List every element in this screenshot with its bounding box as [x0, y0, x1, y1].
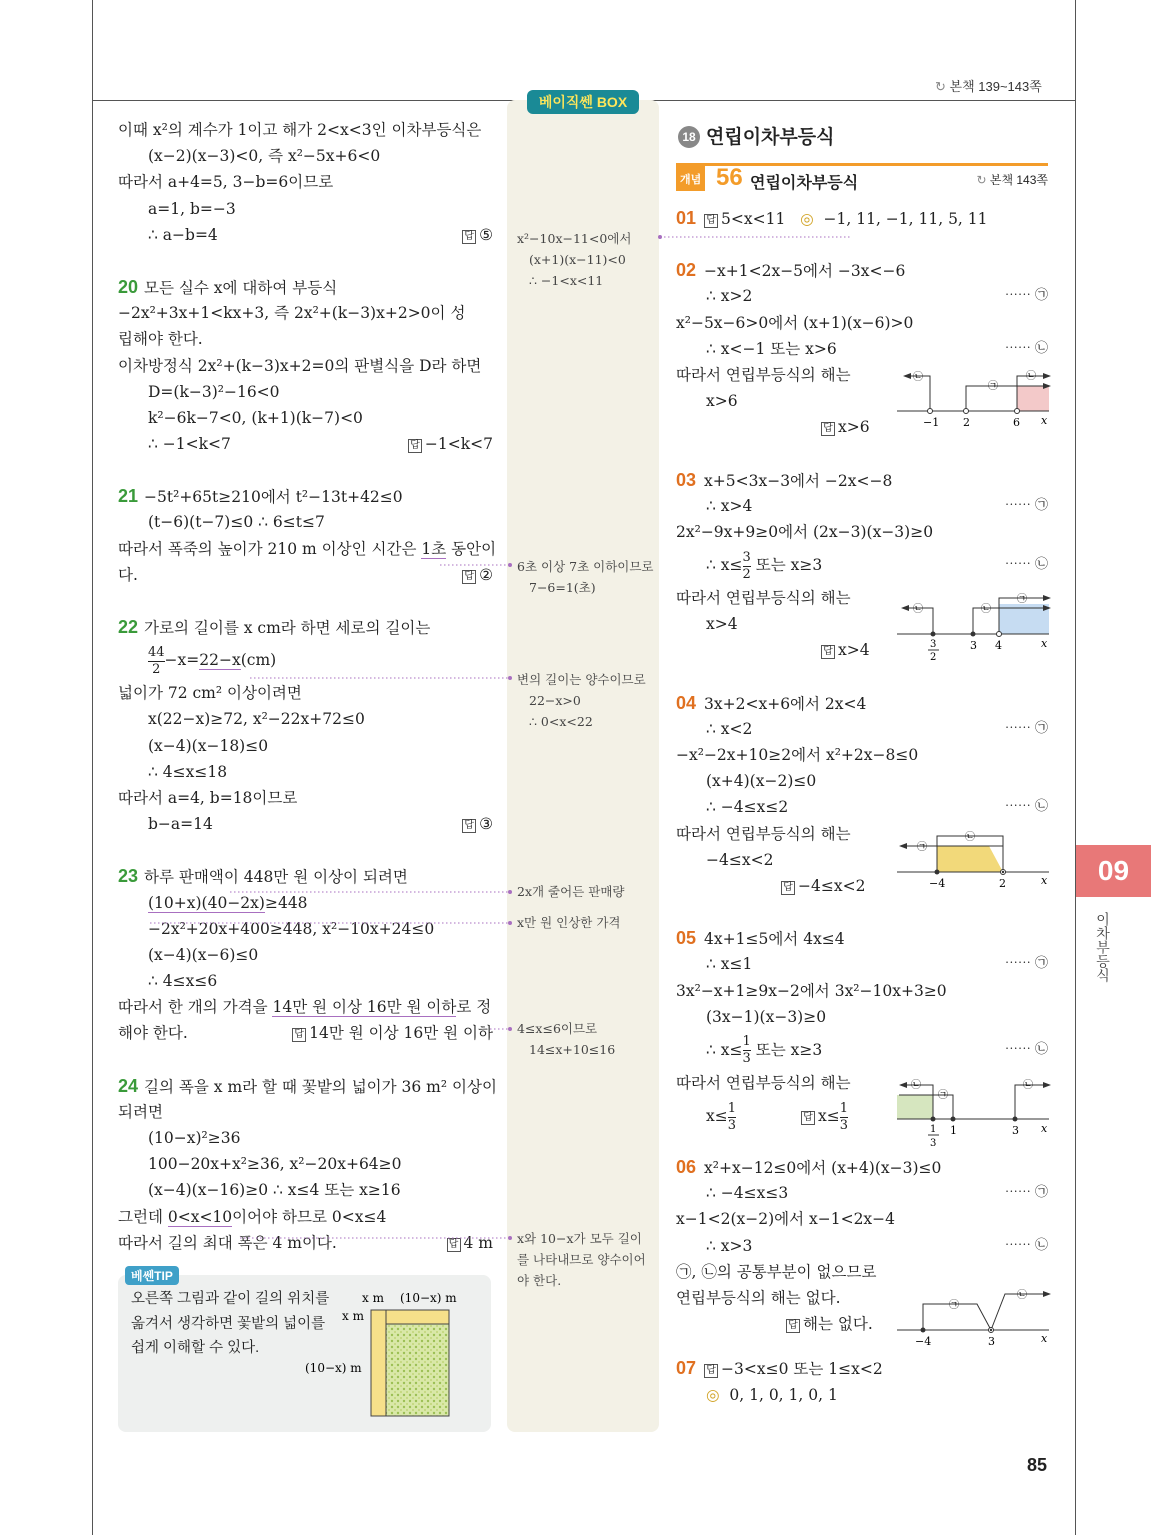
text-line: −2x²+3x+1<kx+3, 즉 2x²+(k−3)x+2>0이 성 — [118, 304, 466, 323]
svg-text:3: 3 — [930, 1138, 937, 1149]
text-line: D=(k−3)²−16<0 — [148, 382, 280, 401]
answer-mark: 답 — [408, 439, 422, 453]
svg-text:x: x — [1041, 1332, 1048, 1345]
problem-20: 20 모든 실수 x에 대하여 부등식 — [118, 276, 338, 297]
note-24: x와 10−x가 모두 길이 를 나타내므로 양수이어 야 한다. — [517, 1231, 646, 1288]
note-23a: 2x개 줄어든 판매량 — [517, 884, 625, 899]
svg-text:㉡: ㉡ — [1023, 1080, 1033, 1091]
text-line: 이차방정식 2x²+(k−3)x+2=0의 판별식을 D라 하면 — [118, 356, 482, 375]
answer-line: b−a=14 답 ③ — [148, 815, 493, 834]
problem-03: 03 x+5<3x−3에서 −2x<−8 — [676, 469, 893, 490]
text-line: 립해야 한다. — [118, 330, 203, 349]
problem-22: 22 가로의 길이를 x cm라 하면 세로의 길이는 — [118, 617, 431, 637]
svg-text:1: 1 — [950, 1124, 957, 1137]
answer-mark: 답 — [462, 819, 476, 833]
svg-text:㉠: ㉠ — [938, 1090, 948, 1101]
svg-text:3: 3 — [1012, 1124, 1019, 1137]
chapter-title: 이차부등식 — [1095, 912, 1111, 982]
answer-line: 다. 답 ② — [118, 565, 493, 584]
svg-text:x: x — [1041, 1122, 1048, 1135]
target-icon: ◎ — [800, 210, 814, 228]
problem-23: 23 하루 판매액이 448만 원 이상이 되려면 — [118, 866, 408, 887]
tip-text: 오른쪽 그림과 같이 길의 위치를 옮겨서 생각하면 꽃밭의 넓이를 쉽게 이해할 수 있다. — [131, 1291, 330, 1356]
concept-header — [676, 163, 1048, 194]
right-column: 01 답 5<x<11 ◎ −1, 11, −1, 11, 5, 11 02 −x+1<2x−5에서 −3x<−6 ∴ x>2 ⋯⋯ ㉠ x²−5x−6>0에서 (x+1)(x−6)>0 ∴ x<−1 또는 x>6 ⋯⋯ ㉡ 따라서 연립부등식의 해는 x>6 답 x>6 03 x+5<3x−3에서 −2x<−8 ∴ x>4 ⋯⋯ ㉠ 2x²−9x+9≥0에서 (2x−3)(x−3)≥0 ∴ x≤ $\frac{3}{2}$ 또는 x≥3 ⋯⋯ ㉡ 따라서 연립부등식의 해는 x>4 답 x>4 04 3x+2<x+6에서 2x<4 ∴ x<2 ⋯⋯ ㉠ −x²−2x+10≥2에서 x²+2x−8≤0 (x+4)(x−2)≤0 ∴ −4≤x≤2 ⋯⋯ ㉡ 따라서 연립부등식의 해는 −4≤x<2 답 −4≤x<2 05 4x+1≤5에서 4x≤4 ∴ x≤1 ⋯⋯ ㉠ 3x²−x+1≥9x−2에서 3x²−10x+3≥0 (3x−1)(x−3)≥0 ∴ x≤ $\frac{1}{3}$ 또는 x≥3 ⋯⋯ ㉡ 따라서 연립부등식의 해는 x≤ $\frac{1}{3}$ 답 x≤ $\frac{1}{3}$ 06 x²+x−12≤0에서 (x+4)(x−3)≤0 ∴ −4≤x≤3 ⋯⋯ ㉠ x−1<2(x−2)에서 x−1<2x−4 ∴ x>3 ⋯⋯ ㉡ ㉠, ㉡의 공통부분이 없으므로 연립부등식의 해는 없다. 답 해는 없다. 07 답 −3<x≤0 또는 1≤x<2 ◎ 0, 1, 0, 1, 0, 1 — [676, 205, 1048, 1408]
text-line: x(22−x)≥72, x²−22x+72≤0 — [148, 710, 365, 729]
svg-text:2: 2 — [930, 652, 937, 663]
svg-text:㉡: ㉡ — [1026, 371, 1036, 382]
answer-line: ∴ a−b=4 답 ⑤ — [148, 225, 493, 244]
svg-text:㉡: ㉡ — [911, 1080, 921, 1091]
svg-text:−4: −4 — [915, 1335, 932, 1348]
problem-21: 21 −5t²+65t≥210에서 t²−13t+42≤0 — [118, 486, 403, 507]
header-reference: ↻ 본책 139~143쪽 — [935, 79, 1042, 94]
concept-tag: 개념 — [676, 166, 705, 191]
svg-text:2: 2 — [963, 416, 970, 429]
svg-text:−1: −1 — [923, 416, 940, 429]
chapter-tab: 09 — [1076, 845, 1151, 897]
text-line: ∴ 4≤x≤18 — [148, 762, 228, 781]
text-line: ∴ 4≤x≤6 — [148, 972, 218, 991]
target-icon: ◎ — [706, 1385, 720, 1404]
text-line: a=1, b=−3 — [148, 199, 236, 218]
text-line: k²−6k−7<0, (k+1)(k−7)<0 — [148, 408, 363, 427]
refresh-icon: ↻ — [935, 79, 946, 94]
section-title: 18 연립이차부등식 — [678, 122, 834, 149]
number-line-02 — [893, 366, 1053, 432]
label-xm-top: x m — [362, 1291, 384, 1305]
problem-07: 07 답 −3<x≤0 또는 1≤x<2 — [676, 1358, 883, 1379]
note-23b: x만 원 인상한 가격 — [517, 915, 621, 930]
svg-text:x: x — [1041, 874, 1048, 887]
label-10x-left: (10−x) m — [305, 1361, 362, 1375]
problem-06: 06 x²+x−12≤0에서 (x+4)(x−3)≤0 — [676, 1157, 942, 1178]
text-line: 따라서 폭죽의 높이가 210 m 이상인 시간은 1초 동안이 — [118, 539, 497, 558]
svg-text:2: 2 — [999, 877, 1006, 890]
answer-line: 해야 한다. 답 14만 원 이상 16만 원 이하 — [118, 1024, 493, 1043]
number-line-04 — [893, 826, 1053, 892]
text-line: 100−20x+x²≥36, x²−20x+64≥0 — [148, 1155, 402, 1174]
svg-text:㉡: ㉡ — [981, 604, 991, 615]
concept-title: 연립이차부등식 — [750, 175, 859, 192]
number-line-06 — [893, 1282, 1053, 1352]
text-line: (x−4)(x−18)≤0 — [148, 736, 269, 755]
box-badge: 베이직쎈 BOX — [527, 90, 639, 114]
svg-text:㉠: ㉠ — [988, 381, 998, 392]
answer-mark: 답 — [462, 570, 476, 584]
text-line: (x−2)(x−3)<0, 즉 x²−5x+6<0 — [148, 147, 381, 166]
answer-line: ∴ −1<k<7 답 −1<k<7 — [148, 435, 493, 454]
note-19: x²−10x−11<0에서 (x+1)(x−11)<0 ∴ −1<x<11 — [517, 231, 632, 288]
answer-line: 따라서 길의 최대 폭은 4 m이다. 답 4 m — [118, 1233, 493, 1252]
text-line: 따라서 a+4=5, 3−b=6이므로 — [118, 173, 334, 192]
problem-24: 24 길의 폭을 x m라 할 때 꽃밭의 넓이가 36 m² 이상이 — [118, 1075, 497, 1096]
answer-mark: 답 — [292, 1028, 306, 1042]
problem-02: 02 −x+1<2x−5에서 −3x<−6 — [676, 260, 906, 281]
label-10x-top: (10−x) m — [400, 1291, 457, 1305]
svg-text:3: 3 — [930, 639, 937, 650]
text-line: (10−x)²≥36 — [148, 1129, 241, 1147]
svg-text:x: x — [1041, 637, 1048, 650]
answer-mark: 답 — [462, 230, 476, 244]
problem-01: 01 답 5<x<11 ◎ −1, 11, −1, 11, 5, 11 — [676, 208, 988, 228]
svg-text:㉡: ㉡ — [913, 372, 923, 383]
svg-text:㉠: ㉠ — [949, 1300, 959, 1311]
number-line-03 — [893, 592, 1053, 664]
svg-text:㉡: ㉡ — [913, 604, 923, 615]
svg-text:1: 1 — [930, 1124, 937, 1135]
section-number: 18 — [678, 126, 700, 148]
text-line: (x−4)(x−16)≥0 ∴ x≤4 또는 x≥16 — [148, 1181, 401, 1200]
tip-badge: 베쎈TIP — [125, 1266, 179, 1285]
svg-text:−4: −4 — [929, 877, 946, 890]
page-number: 85 — [1027, 1455, 1048, 1475]
svg-text:x: x — [1041, 414, 1048, 427]
svg-text:3: 3 — [970, 639, 977, 652]
text-line: 이때 x²의 계수가 1이고 해가 2<x<3인 이차부등식은 — [118, 121, 482, 139]
fraction-line: $\frac{44}{2}$ −x=22−x(cm) — [148, 644, 277, 677]
svg-text:㉠: ㉠ — [1017, 594, 1027, 605]
svg-text:㉡: ㉡ — [1017, 1290, 1027, 1301]
text-line: −2x²+20x+400≥448, x²−10x+24≤0 — [148, 919, 435, 938]
concept-number: 56 — [716, 164, 743, 191]
text-line: (x−4)(x−6)≤0 — [148, 945, 259, 964]
concept-reference: ↻ 본책 143쪽 — [976, 173, 1048, 187]
text-line: (10+x)(40−2x)≥448 — [148, 893, 308, 912]
refresh-icon: ↻ — [976, 173, 987, 187]
answer-mark: 답 — [447, 1238, 461, 1252]
number-line-05 — [893, 1075, 1053, 1151]
text-line: 되려면 — [118, 1102, 163, 1121]
svg-text:4: 4 — [995, 639, 1002, 652]
text-line: 그런데 0<x<10이어야 하므로 0<x≤4 — [118, 1207, 387, 1226]
text-line: 넓이가 72 cm² 이상이려면 — [118, 684, 302, 703]
text-line: 따라서 a=4, b=18이므로 — [118, 788, 298, 807]
svg-text:㉡: ㉡ — [965, 832, 975, 843]
text-line: (t−6)(t−7)≤0 ∴ 6≤t≤7 — [148, 513, 325, 532]
label-xm-left: x m — [342, 1309, 364, 1323]
problem-05: 05 4x+1≤5에서 4x≤4 — [676, 928, 845, 949]
note-23c: 4≤x≤6이므로 14≤x+10≤16 — [517, 1021, 616, 1057]
svg-text:3: 3 — [988, 1335, 995, 1348]
note-22: 변의 길이는 양수이므로 22−x>0 ∴ 0<x<22 — [517, 672, 646, 729]
note-21: 6초 이상 7초 이하이므로 7−6=1(초) — [517, 559, 654, 595]
text-line: 따라서 한 개의 가격을 14만 원 이상 16만 원 이하로 정 — [118, 998, 492, 1017]
svg-text:6: 6 — [1013, 416, 1020, 429]
problem-04: 04 3x+2<x+6에서 2x<4 — [676, 692, 867, 713]
svg-text:㉠: ㉠ — [917, 842, 927, 853]
